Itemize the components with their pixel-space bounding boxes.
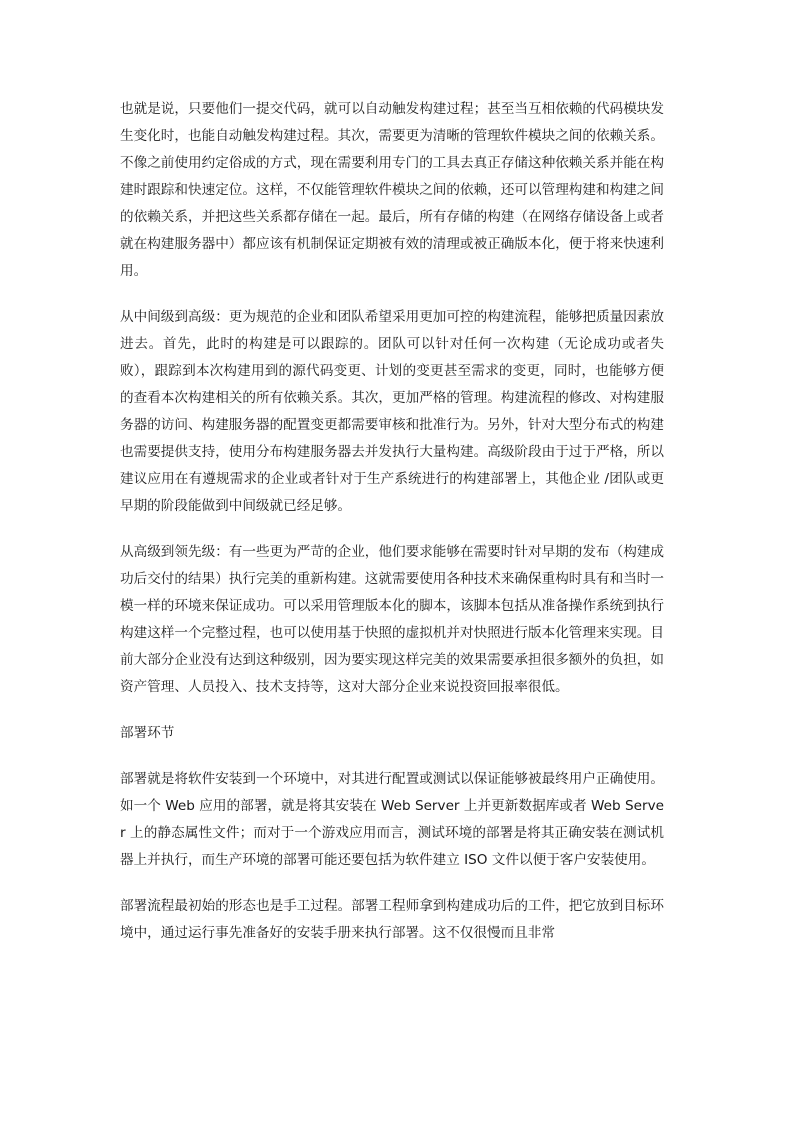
paragraph-deployment-definition: 部署就是将软件安装到一个环境中，对其进行配置或测试以保证能够被最终用户正确使用。如一个 Web 应用的部署，就是将其安装在 Web Server 上并更新数据库或者 Web Server 上的静态属性文件；而对于一个游戏应用而言，测试环境的部署是将其正确安装在测试机器上并执行，而生产环境的部署可能还要包括为软件建立 ISO 文件以便于客户安装使用。 [120, 771, 664, 868]
paragraph-deployment-manual: 部署流程最初始的形态也是手工过程。部署工程师拿到构建成功后的工件，把它放到目标环境中，通过运行事先准备好的安装手册来执行部署。这不仅很慢而且非常 [120, 898, 664, 941]
document-page [120, 96, 664, 966]
paragraph-build-automation: 也就是说，只要他们一提交代码，就可以自动触发构建过程；甚至当互相依赖的代码模块发生变化时，也能自动触发构建过程。其次，需要更为清晰的管理软件模块之间的依赖关系。不像之前使用约定俗成的方式，现在需要利用专门的工具去真正存储这种依赖关系并能在构建时跟踪和快速定位。这样，不仅能管理软件模块之间的依赖，还可以管理构建和构建之间的依赖关系，并把这些关系都存储在一起。最后，所有存储的构建（在网络存储设备上或者就在构建服务器中）都应该有机制保证定期被有效的清理或被正确版本化，便于将来快速利用。 [120, 101, 664, 279]
paragraph-advanced-to-leading: 从高级到领先级：有一些更为严苛的企业，他们要求能够在需要时针对早期的发布（构建成功后交付的结果）执行完美的重新构建。这就需要使用各种技术来确保重构时具有和当时一模一样的环境来保证成功。可以采用管理版本化的脚本，该脚本包括从准备操作系统到执行构建这样一个完整过程，也可以使用基于快照的虚拟机并对快照进行版本化管理来实现。目前大部分企业没有达到这种级别，因为要实现这样完美的效果需要承担很多额外的负担，如资产管理、人员投入、技术支持等，这对大部分企业来说投资回报率很低。 [120, 544, 664, 695]
section-heading-deployment: 部署环节 [120, 725, 175, 741]
paragraph-intermediate-to-advanced: 从中间级到高级：更为规范的企业和团队希望采用更加可控的构建流程，能够把质量因素放进去。首先，此时的构建是可以跟踪的。团队可以针对任何一次构建（无论成功或者失败），跟踪到本次构建用到的源代码变更、计划的变更甚至需求的变更，同时，也能够方便的查看本次构建相关的所有依赖关系。其次，更加严格的管理。构建流程的修改、对构建服务器的访问、构建服务器的配置变更都需要审核和批准行为。另外，针对大型分布式的构建也需要提供支持，使用分布构建服务器去并发执行大量构建。高级阶段由于过于严格，所以建议应用在有遵规需求的企业或者针对于生产系统进行的构建部署上，其他企业 /团队或更早期的阶段能做到中间级就已经足够。 [120, 309, 664, 514]
